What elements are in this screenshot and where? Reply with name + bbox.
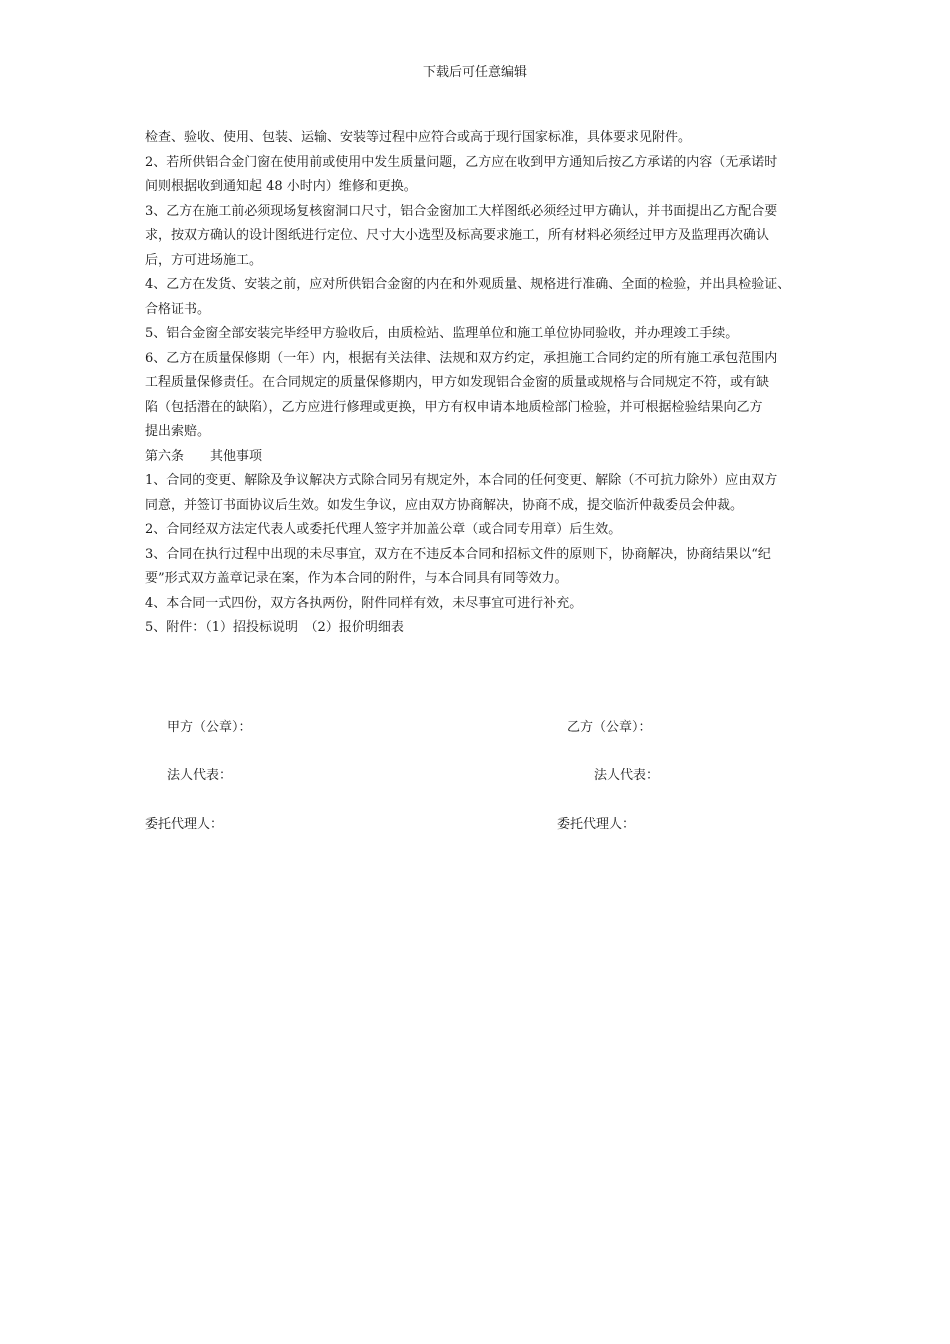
body-line: 工程质量保修责任。在合同规定的质量保修期内，甲方如发现铝合金窗的质量或规格与合同规定不符，或有缺 — [145, 375, 770, 390]
body-line: 3、合同在执行过程中出现的未尽事宜，双方在不违反本合同和招标文件的原则下，协商解决，协商结果以“纪 — [145, 546, 771, 562]
body-line: 6、乙方在质量保修期（一年）内，根据有关法律、法规和双方约定，承担施工合同约定的所有施工承包范围内 — [145, 350, 778, 366]
section-heading: 第六条 其他事项 — [145, 448, 263, 464]
body-line: 2、若所供铝合金门窗在使用前或使用中发生质量问题，乙方应在收到甲方通知后按乙方承诺的内容（无承诺时 — [145, 154, 778, 170]
body-line: 要”形式双方盖章记录在案，作为本合同的附件，与本合同具有同等效力。 — [145, 571, 568, 586]
body-line: 间则根据收到通知起 48 小时内）维修和更换。 — [145, 179, 417, 194]
body-line: 后，方可进场施工。 — [145, 252, 263, 268]
party-a-agent-label: 委托代理人： — [145, 817, 224, 832]
party-b-seal-label: 乙方（公章）： — [567, 720, 652, 735]
body-line: 1、合同的变更、解除及争议解决方式除合同另有规定外，本合同的任何变更、解除（不可抗力除外）应由双方 — [145, 473, 778, 488]
body-line: 5、附件：（1）招投标说明 （2）报价明细表 — [145, 620, 404, 635]
body-line: 同意，并签订书面协议后生效。如发生争议，应由双方协商解决，协商不成，提交临沂仲裁委员会仲裁。 — [145, 497, 744, 513]
body-line: 提出索赔。 — [145, 424, 211, 439]
body-line: 4、本合同一式四份，双方各执两份，附件同样有效，未尽事宜可进行补充。 — [145, 595, 583, 611]
body-line: 求，按双方确认的设计图纸进行定位、尺寸大小选型及标高要求施工，所有材料必须经过甲方及监理再次确认 — [145, 228, 770, 243]
page-header: 下载后可任意编辑 — [422, 65, 527, 80]
body-line: 检查、验收、使用、包装、运输、安装等过程中应符合或高于现行国家标准，具体要求见附件。 — [145, 130, 692, 145]
party-a-rep-label: 法人代表： — [167, 768, 233, 783]
party-b-rep-label: 法人代表： — [594, 768, 660, 783]
body-line: 3、乙方在施工前必须现场复核窗洞口尺寸，铝合金窗加工大样图纸必须经过甲方确认，并书面提出乙方配合要 — [145, 203, 778, 219]
party-a-seal-label: 甲方（公章）： — [167, 720, 252, 735]
party-b-agent-label: 委托代理人： — [557, 817, 636, 832]
body-line: 2、合同经双方法定代表人或委托代理人签字并加盖公章（或合同专用章）后生效。 — [145, 522, 622, 537]
contract-body — [145, 126, 815, 641]
body-line: 陷（包括潜在的缺陷），乙方应进行修理或更换，甲方有权申请本地质检部门检验，并可根据检验结果向乙方 — [145, 399, 763, 415]
body-line: 4、乙方在发货、安装之前，应对所供铝合金窗的内在和外观质量、规格进行准确、全面的检验，并出具检验证、 — [145, 277, 791, 292]
body-line: 5、铝合金窗全部安装完毕经甲方验收后，由质检站、监理单位和施工单位协同验收，并办理竣工手续。 — [145, 326, 739, 341]
body-line: 合格证书。 — [145, 301, 211, 317]
